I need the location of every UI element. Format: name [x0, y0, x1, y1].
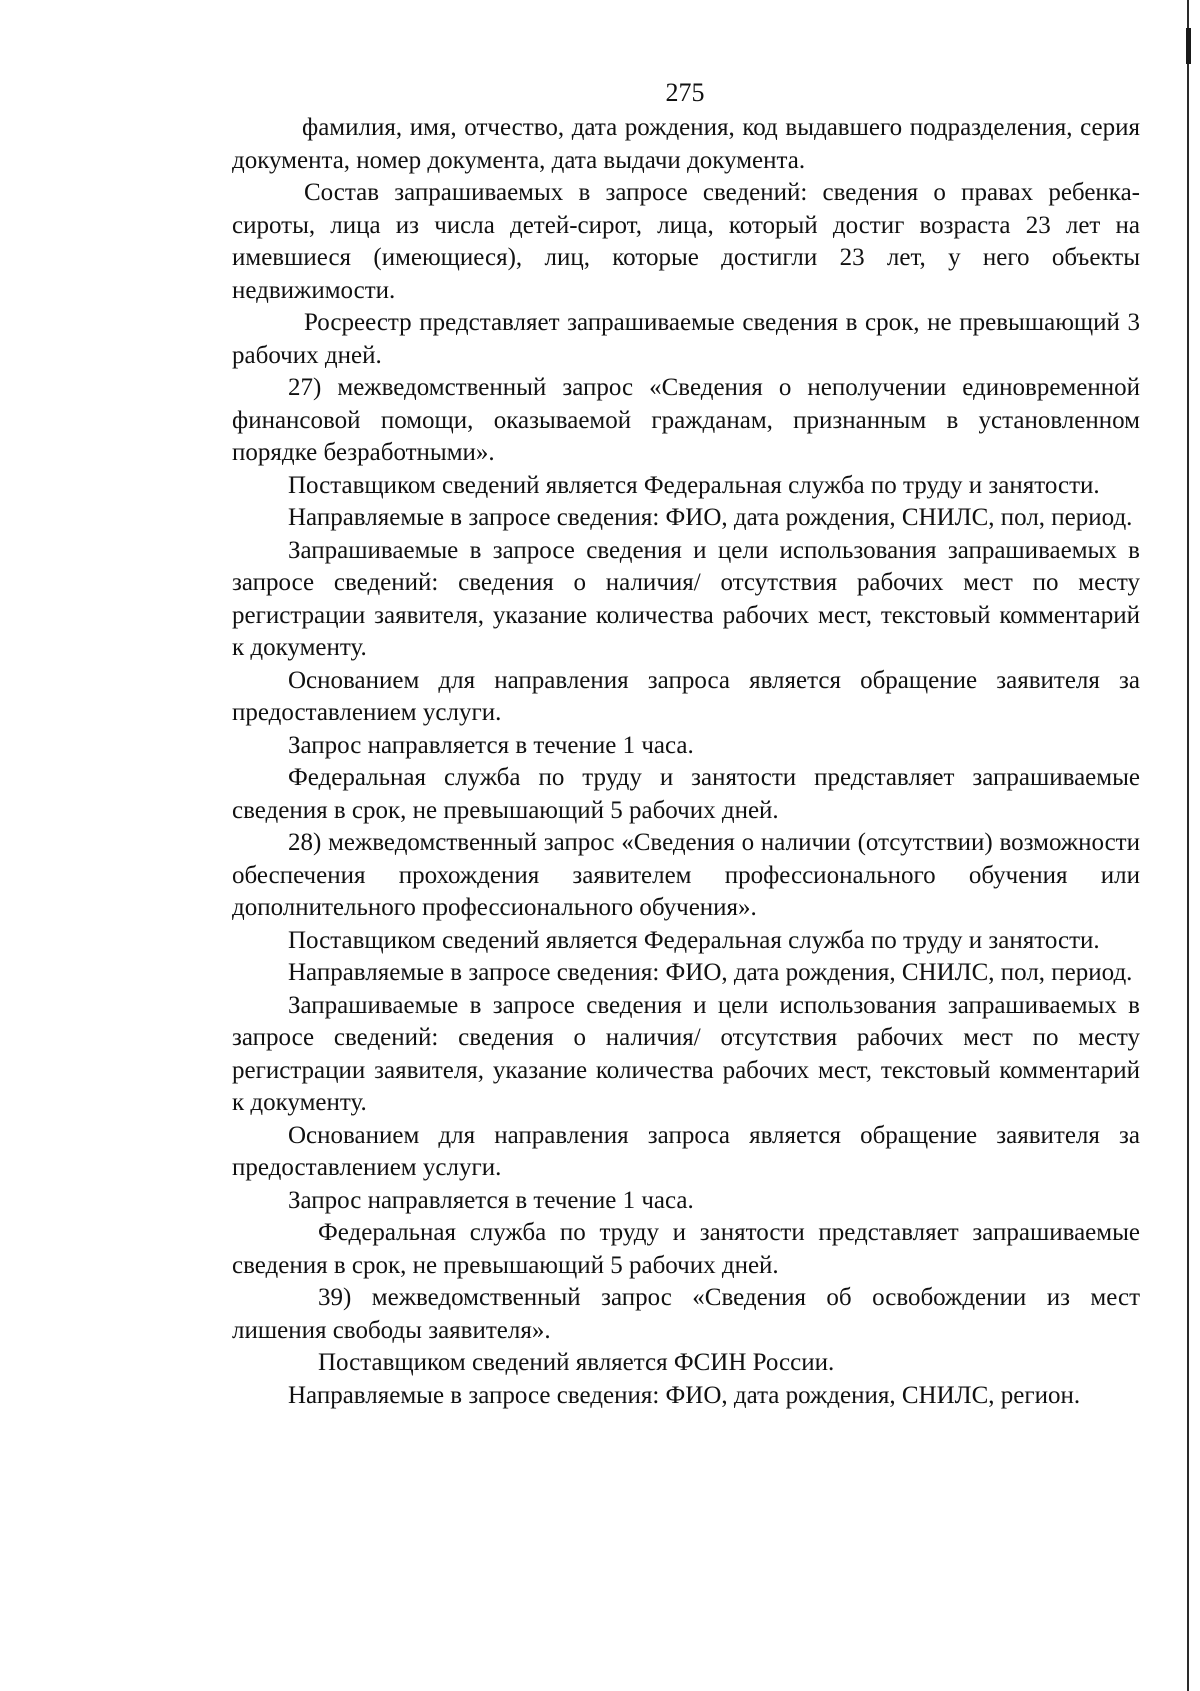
paragraph: Запрашиваемые в запросе сведения и цели использования запрашиваемых в запросе сведений: сведения о наличия/ отсутствия рабочих мест по месту регистрации заявителя, указание количества рабочих мест, текстовый комментарий к документу.	[232, 991, 1140, 1116]
paragraph: Запрос направляется в течение 1 часа.	[288, 731, 694, 759]
paragraph: 27) межведомственный запрос «Сведения о неполучении единовременной финансовой помощи, оказываемой гражданам, признанным в установленном порядке безработными».	[232, 374, 1140, 466]
paragraph: Направляемые в запросе сведения: ФИО, дата рождения, СНИЛС, пол, период.	[288, 959, 1133, 986]
paragraph: Поставщиком сведений является Федеральная служба по труду и занятости.	[288, 926, 1100, 954]
paragraph: Федеральная служба по труду и занятости представляет запрашиваемые сведения в срок, не превышающий 5 рабочих дней.	[232, 1219, 1140, 1279]
paragraph: Состав запрашиваемых в запросе сведений: сведения о правах ребенка-сироты, лица из числа детей-сирот, лица, который достиг возраста 23 лет на имевшиеся (имеющиеся), лиц, которые достигли 23 лет, у него объекты недвижимости.	[232, 179, 1140, 304]
paragraph: фамилия, имя, отчество, дата рождения, код выдавшего подразделения, серия документа, номер документа, дата выдачи документа.	[232, 114, 1140, 174]
paragraph: Направляемые в запросе сведения: ФИО, дата рождения, СНИЛС, пол, период.	[288, 504, 1133, 531]
paragraph: Основанием для направления запроса является обращение заявителя за предоставлением услуги.	[232, 666, 1140, 726]
paragraph: Поставщиком сведений является ФСИН России.	[318, 1349, 835, 1376]
paragraph: Основанием для направления запроса является обращение заявителя за предоставлением услуги.	[232, 1121, 1140, 1181]
paragraph: Запрашиваемые в запросе сведения и цели использования запрашиваемых в запросе сведений: сведения о наличия/ отсутствия рабочих мест по месту регистрации заявителя, указание количества рабочих мест, текстовый комментарий к документу.	[232, 536, 1140, 661]
paragraph: Поставщиком сведений является Федеральная служба по труду и занятости.	[288, 471, 1100, 499]
page-number: 275	[665, 78, 705, 107]
paragraph: 39) межведомственный запрос «Сведения об освобождении из мест лишения свободы заявителя».	[232, 1284, 1140, 1344]
paragraph: 28) межведомственный запрос «Сведения о наличии (отсутствии) возможности обеспечения прохождения заявителем профессионального обучения или дополнительного профессионального обучения».	[232, 829, 1140, 921]
paragraph: Запрос направляется в течение 1 часа.	[288, 1186, 694, 1214]
paragraph: Федеральная служба по труду и занятости представляет запрашиваемые сведения в срок, не превышающий 5 рабочих дней.	[232, 764, 1140, 824]
scan-edge-mark	[1186, 28, 1191, 64]
paragraph: Росреестр представляет запрашиваемые сведения в срок, не превышающий 3 рабочих дней.	[232, 309, 1140, 369]
scan-edge-line	[1187, 0, 1189, 1691]
paragraph: Направляемые в запросе сведения: ФИО, дата рождения, СНИЛС, регион.	[288, 1381, 1081, 1409]
document-body	[232, 112, 1140, 1412]
